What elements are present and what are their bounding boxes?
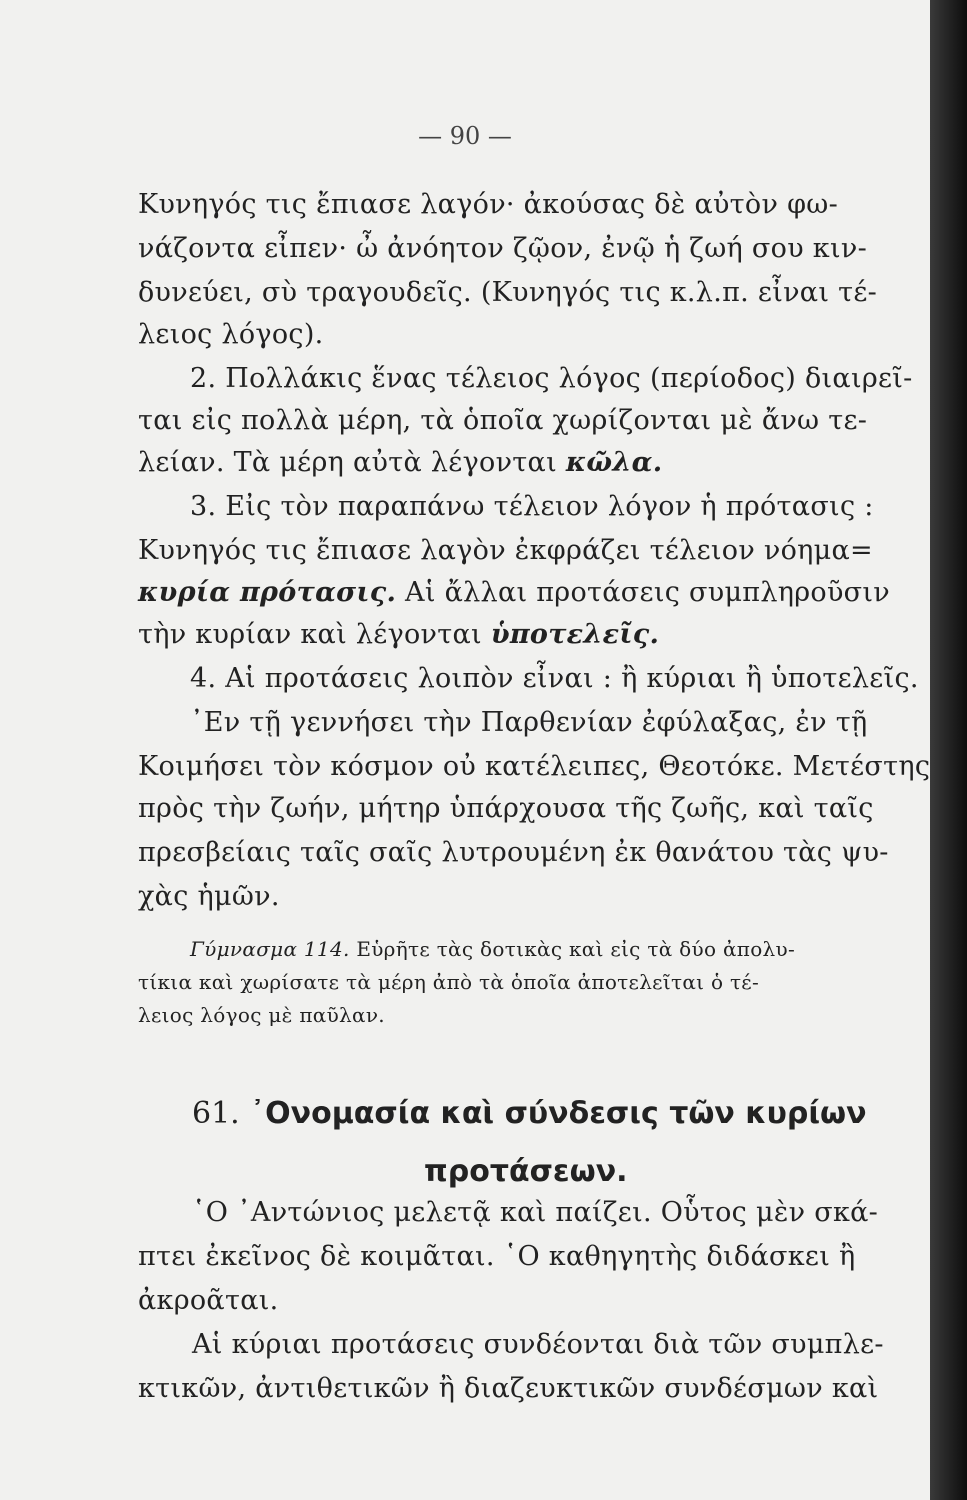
paragraph-line: 3. Εἰς τὸν παραπάνω τέλειον λόγον ἡ πρότασις : [190, 491, 874, 522]
paragraph-line: Αἱ κύριαι προτάσεις συνδέονται διὰ τῶν συμπλε- [192, 1329, 884, 1360]
paragraph-line [138, 446, 662, 480]
paragraph-line: ἀκροᾶται. [138, 1285, 279, 1316]
paragraph-line: 4. Αἱ προτάσεις λοιπὸν εἶναι : ἢ κύριαι ἢ ὑποτελεῖς. [190, 663, 919, 694]
section-number: 61. [192, 1096, 240, 1131]
page-number: — 90 — [418, 122, 512, 150]
paragraph-text: τὴν κυρίαν καὶ λέγονται [138, 619, 491, 650]
paragraph-line: Κυνηγός τις ἔπιασε λαγόν· ἀκούσας δὲ αὐτὸν φω- [138, 189, 839, 220]
quote-line: πρὸς τὴν ζωήν, μήτηρ ὑπάρχουσα τῆς ζωῆς, καὶ ταῖς [138, 793, 874, 824]
paragraph-line: ται εἰς πολλὰ μέρη, τὰ ὁποῖα χωρίζονται μὲ ἄνω τε- [138, 405, 868, 436]
section-heading [192, 1094, 867, 1134]
paragraph-line [138, 576, 890, 610]
exercise-line [190, 935, 795, 963]
exercise-line: τίκια καὶ χωρίσατε τὰ μέρη ἀπὸ τὰ ὁποῖα ἀποτελεῖται ὁ τέ- [138, 970, 760, 994]
paragraph-line: κτικῶν, ἀντιθετικῶν ἢ διαζευκτικῶν συνδέσμων καὶ [138, 1373, 879, 1404]
section-title: ᾿Ονομασία καὶ σύνδεσις τῶν κυρίων [239, 1096, 867, 1131]
exercise-line: λειος λόγος μὲ παῦλαν. [138, 1003, 385, 1027]
term-ypoteleis: ὑποτελεῖς. [490, 619, 660, 650]
quote-line: ᾿Εν τῇ γεννήσει τὴν Παρθενίαν ἐφύλαξας, ἐν τῇ [190, 707, 868, 738]
paragraph-line: 2. Πολλάκις ἕνας τέλειος λόγος (περίοδος) διαιρεῖ- [190, 363, 913, 394]
paragraph-line [138, 618, 659, 652]
paragraph-line: δυνεύει, σὺ τραγουδεῖς. (Κυνηγός τις κ.λ.π. εἶναι τέ- [138, 277, 878, 308]
section-title-cont: προτάσεων. [424, 1154, 628, 1189]
quote-line: χὰς ἡμῶν. [138, 881, 280, 912]
quote-line: πρεσβείαις ταῖς σαῖς λυτρουμένη ἐκ θανάτου τὰς ψυ- [138, 837, 889, 868]
paragraph-text: Αἱ ἄλλαι προτάσεις συμπληροῦσιν [396, 577, 891, 608]
quote-line: Κοιμήσει τὸν κόσμον οὐ κατέλειπες, Θεοτόκε. Μετέστης [138, 751, 931, 782]
paragraph-line: πτει ἐκεῖνος δὲ κοιμᾶται. ῾Ο καθηγητὴς διδάσκει ἢ [138, 1241, 856, 1272]
term-kola: κῶλα. [565, 447, 663, 478]
exercise-label: Γύμνασμα 114. [190, 937, 350, 961]
exercise-text: Εὑρῆτε τὰς δοτικὰς καὶ εἰς τὰ δύο ἀπολυ- [349, 937, 796, 961]
paragraph-line: Κυνηγός τις ἔπιασε λαγὸν ἐκφράζει τέλειον νόημα= [138, 535, 873, 566]
paragraph-line: λειος λόγος). [138, 319, 324, 350]
paragraph-line: νάζοντα εἶπεν· ὦ ἀνόητον ζῷον, ἐνῷ ἡ ζωή σου κιν- [138, 233, 867, 264]
term-kyria-protasis: κυρία πρότασις. [138, 577, 397, 608]
page-edge-shadow [930, 0, 967, 1500]
paragraph-line: ῾Ο ᾿Αντώνιος μελετᾷ καὶ παίζει. Οὗτος μὲν σκά- [192, 1197, 879, 1228]
paragraph-text: λείαν. Τὰ μέρη αὐτὰ λέγονται [138, 447, 566, 478]
section-heading-cont [424, 1152, 628, 1192]
